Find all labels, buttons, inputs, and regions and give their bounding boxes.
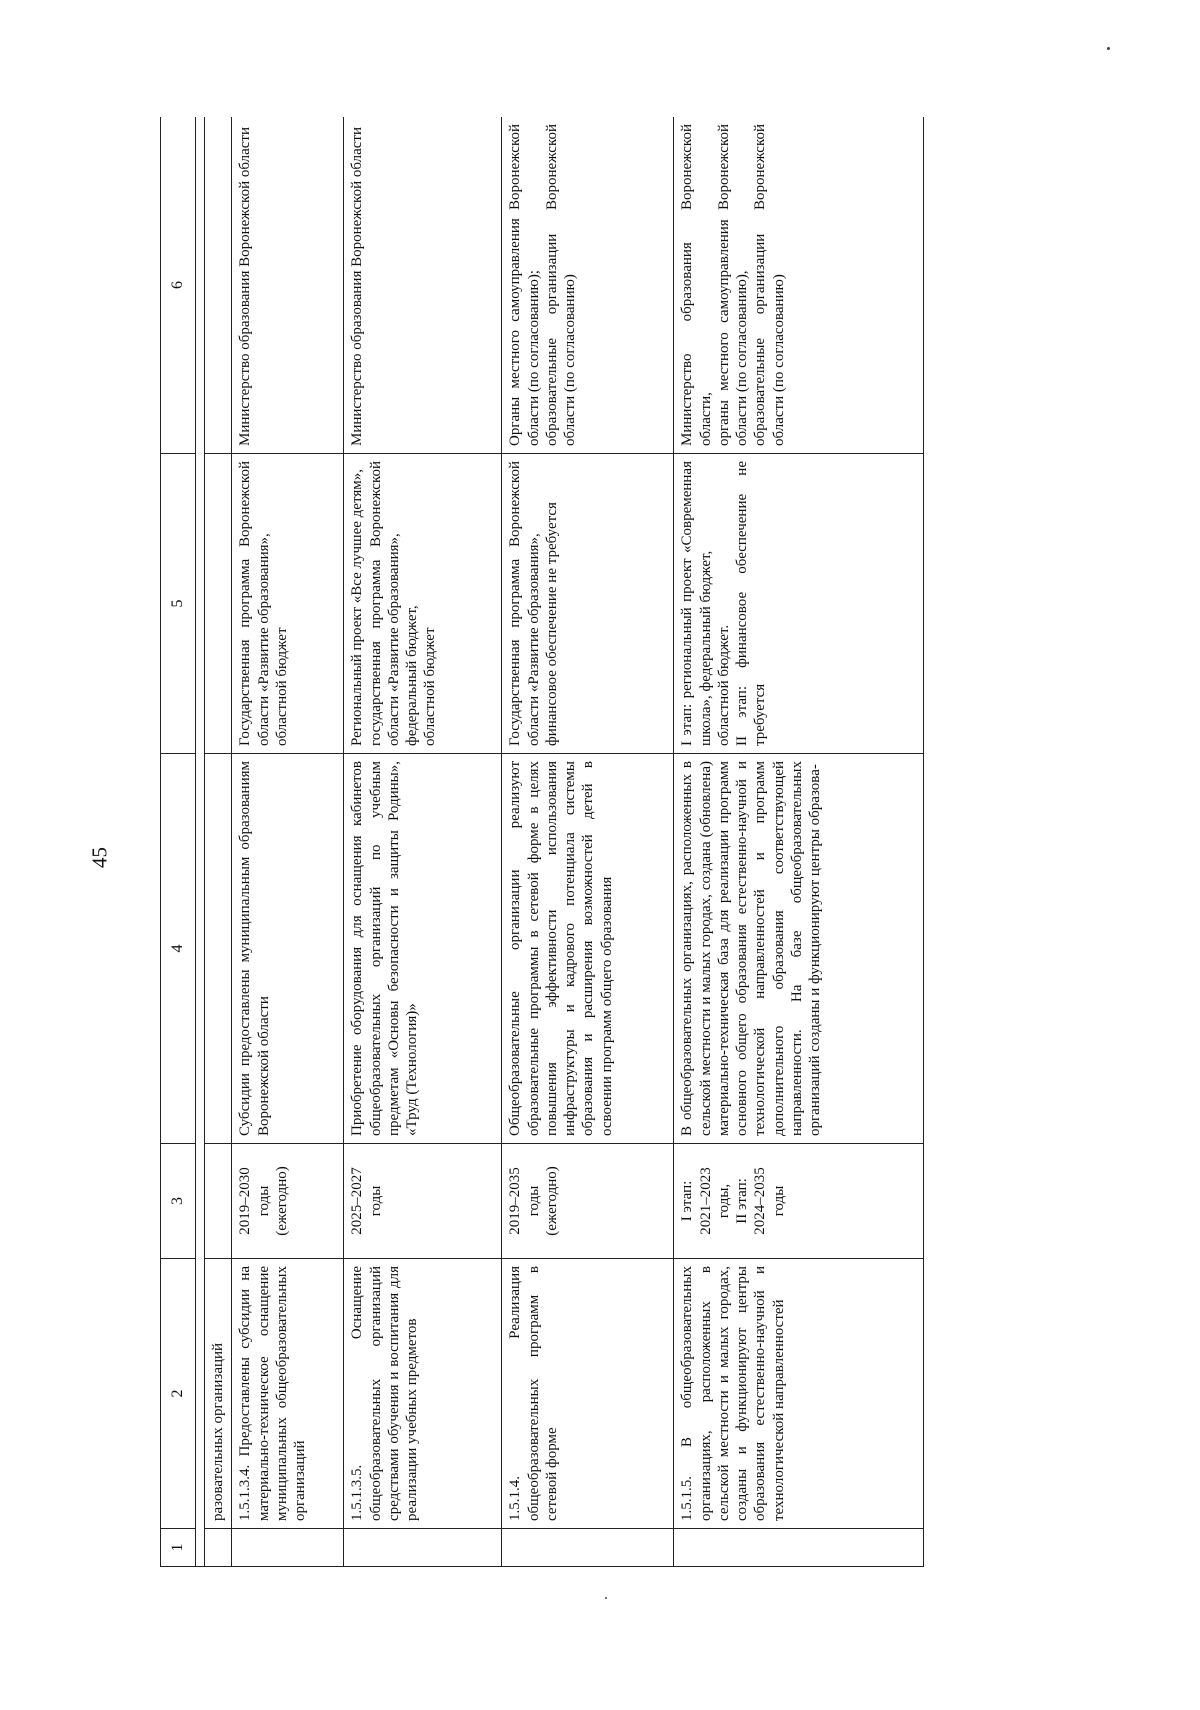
executor-cell [205, 117, 232, 454]
period-line: 2021–2023 годы, [697, 1167, 732, 1235]
executor-line: Министерство образования Воронежской области [349, 127, 366, 446]
executor-line: Министерство образования Воронежской области, [679, 124, 714, 446]
column-number-row [161, 117, 196, 1567]
scan-speck [605, 1597, 607, 1599]
table-rotator [160, 117, 1090, 1567]
funding-line: областной бюджет [422, 627, 439, 746]
funding-line: государственная программа Воронежской области «Развитие образования», [367, 461, 402, 746]
period-cell [502, 1144, 674, 1259]
row-number-cell [205, 1529, 232, 1567]
funding-line: Региональный проект «Все лучшее детям», [349, 469, 366, 746]
column-number: 3 [161, 1144, 196, 1259]
result-cell: Приобретение оборудования для оснащения кабинетов общеобразовательных организаций по учебным предметам «Основы безопасности и защиты Родины», «Труд (Технология)» [344, 754, 502, 1144]
result-cell: Общеобразовательные организации реализуют образовательные программы в сетевой форме в целях повышения эффективности использования инфраструктуры и кадрового потенциала системы образования и расширения возможностей детей в освоении программ общего образования [502, 754, 674, 1144]
spacer-cell [196, 117, 205, 1567]
period-line: 2025–2027 годы [349, 1167, 384, 1235]
funding-line: I этап: региональный проект «Современная школа», федеральный бюджет, [679, 461, 714, 746]
funding-cell [502, 454, 674, 754]
measures-table [160, 117, 924, 1567]
table-body [161, 117, 924, 1567]
row-number-cell [232, 1529, 344, 1567]
page-number: 45 [87, 847, 112, 868]
funding-line: федеральный бюджет, [404, 605, 421, 746]
scan-speck [1107, 47, 1110, 50]
executor-cell [502, 117, 674, 454]
period-line: 2019–2030 годы [237, 1167, 272, 1235]
period-cell [232, 1144, 344, 1259]
executor-cell [674, 117, 924, 454]
column-number: 2 [161, 1259, 196, 1529]
funding-line: финансовое обеспечение не требуется [543, 502, 560, 746]
funding-line: областной бюджет. [715, 624, 732, 746]
funding-cell [232, 454, 344, 754]
result-cell: В общеобразовательных организациях, расположенных в сельской местности и малых городах, создана (обновлена) материально-техническая база для реализации программ основного общего образования естественно-научной и технологической направленностей и программ дополнительного образования соответствующей направленности. На базе общеобразовательных организаций созданы и функционируют центры образова- [674, 754, 924, 1144]
continuation-text: разовательных организаций [205, 1259, 232, 1529]
table-row [674, 117, 924, 1567]
period-line: (ежегодно) [273, 1166, 290, 1236]
action-cell: 1.5.1.5. В общеобразовательных организациях, расположенных в сельской местности и малых городах, созданы и функционируют центры образования естественно-научной и технологической направленностей [674, 1259, 924, 1529]
period-cell [205, 1144, 232, 1259]
executor-line: органы местного самоуправления Воронежской области (по согласованию), [715, 124, 751, 446]
period-line: I этап: [679, 1180, 696, 1222]
table-row [344, 117, 502, 1567]
rotated-page [160, 117, 1090, 1567]
continuation-row [205, 117, 232, 1567]
executor-cell [232, 117, 344, 454]
executor-line: Министерство образования Воронежской области [237, 127, 254, 446]
period-line: 2024–2035 годы [752, 1167, 787, 1235]
funding-cell [205, 454, 232, 754]
executor-line: Органы местного самоуправления Воронежской области (по согласованию); [507, 124, 542, 446]
funding-cell [344, 454, 502, 754]
funding-cell [674, 454, 924, 754]
funding-line: Государственная программа Воронежской области «Развитие образования», [507, 461, 542, 746]
executor-line: образовательные организации Воронежской области (по согласованию) [752, 124, 787, 446]
row-number-cell [674, 1529, 924, 1567]
column-number: 5 [161, 454, 196, 754]
result-cell [205, 754, 232, 1144]
funding-line: Государственная программа Воронежской области «Развитие образования», [237, 461, 272, 746]
table-row [232, 117, 344, 1567]
action-cell: 1.5.1.4. Реализация общеобразовательных программ в сетевой форме [502, 1259, 674, 1529]
header-spacer-row [196, 117, 205, 1567]
row-number-cell [502, 1529, 674, 1567]
period-line: (ежегодно) [543, 1166, 560, 1236]
column-number: 6 [161, 117, 196, 454]
period-line: II этап: [734, 1178, 751, 1224]
funding-line: II этап: финансовое обеспечение не требуется [734, 461, 769, 746]
column-number: 1 [161, 1529, 196, 1567]
executor-line: образовательные организации Воронежской области (по согласованию) [543, 124, 579, 446]
period-cell [674, 1144, 924, 1259]
action-cell: 1.5.1.3.5. Оснащение общеобразовательных организаций средствами обучения и воспитания для реализации учебных предметов [344, 1259, 502, 1529]
result-cell: Субсидии предоставлены муниципальным образованиям Воронежской области [232, 754, 344, 1144]
action-cell: 1.5.1.3.4. Предоставлены субсидии на материально-техническое оснащение муниципальных общеобразовательных организаций [232, 1259, 344, 1529]
executor-cell [344, 117, 502, 454]
period-cell [344, 1144, 502, 1259]
table-row [502, 117, 674, 1567]
funding-line: областной бюджет [273, 627, 290, 746]
period-line: 2019–2035 годы [507, 1167, 542, 1235]
column-number: 4 [161, 754, 196, 1144]
row-number-cell [344, 1529, 502, 1567]
